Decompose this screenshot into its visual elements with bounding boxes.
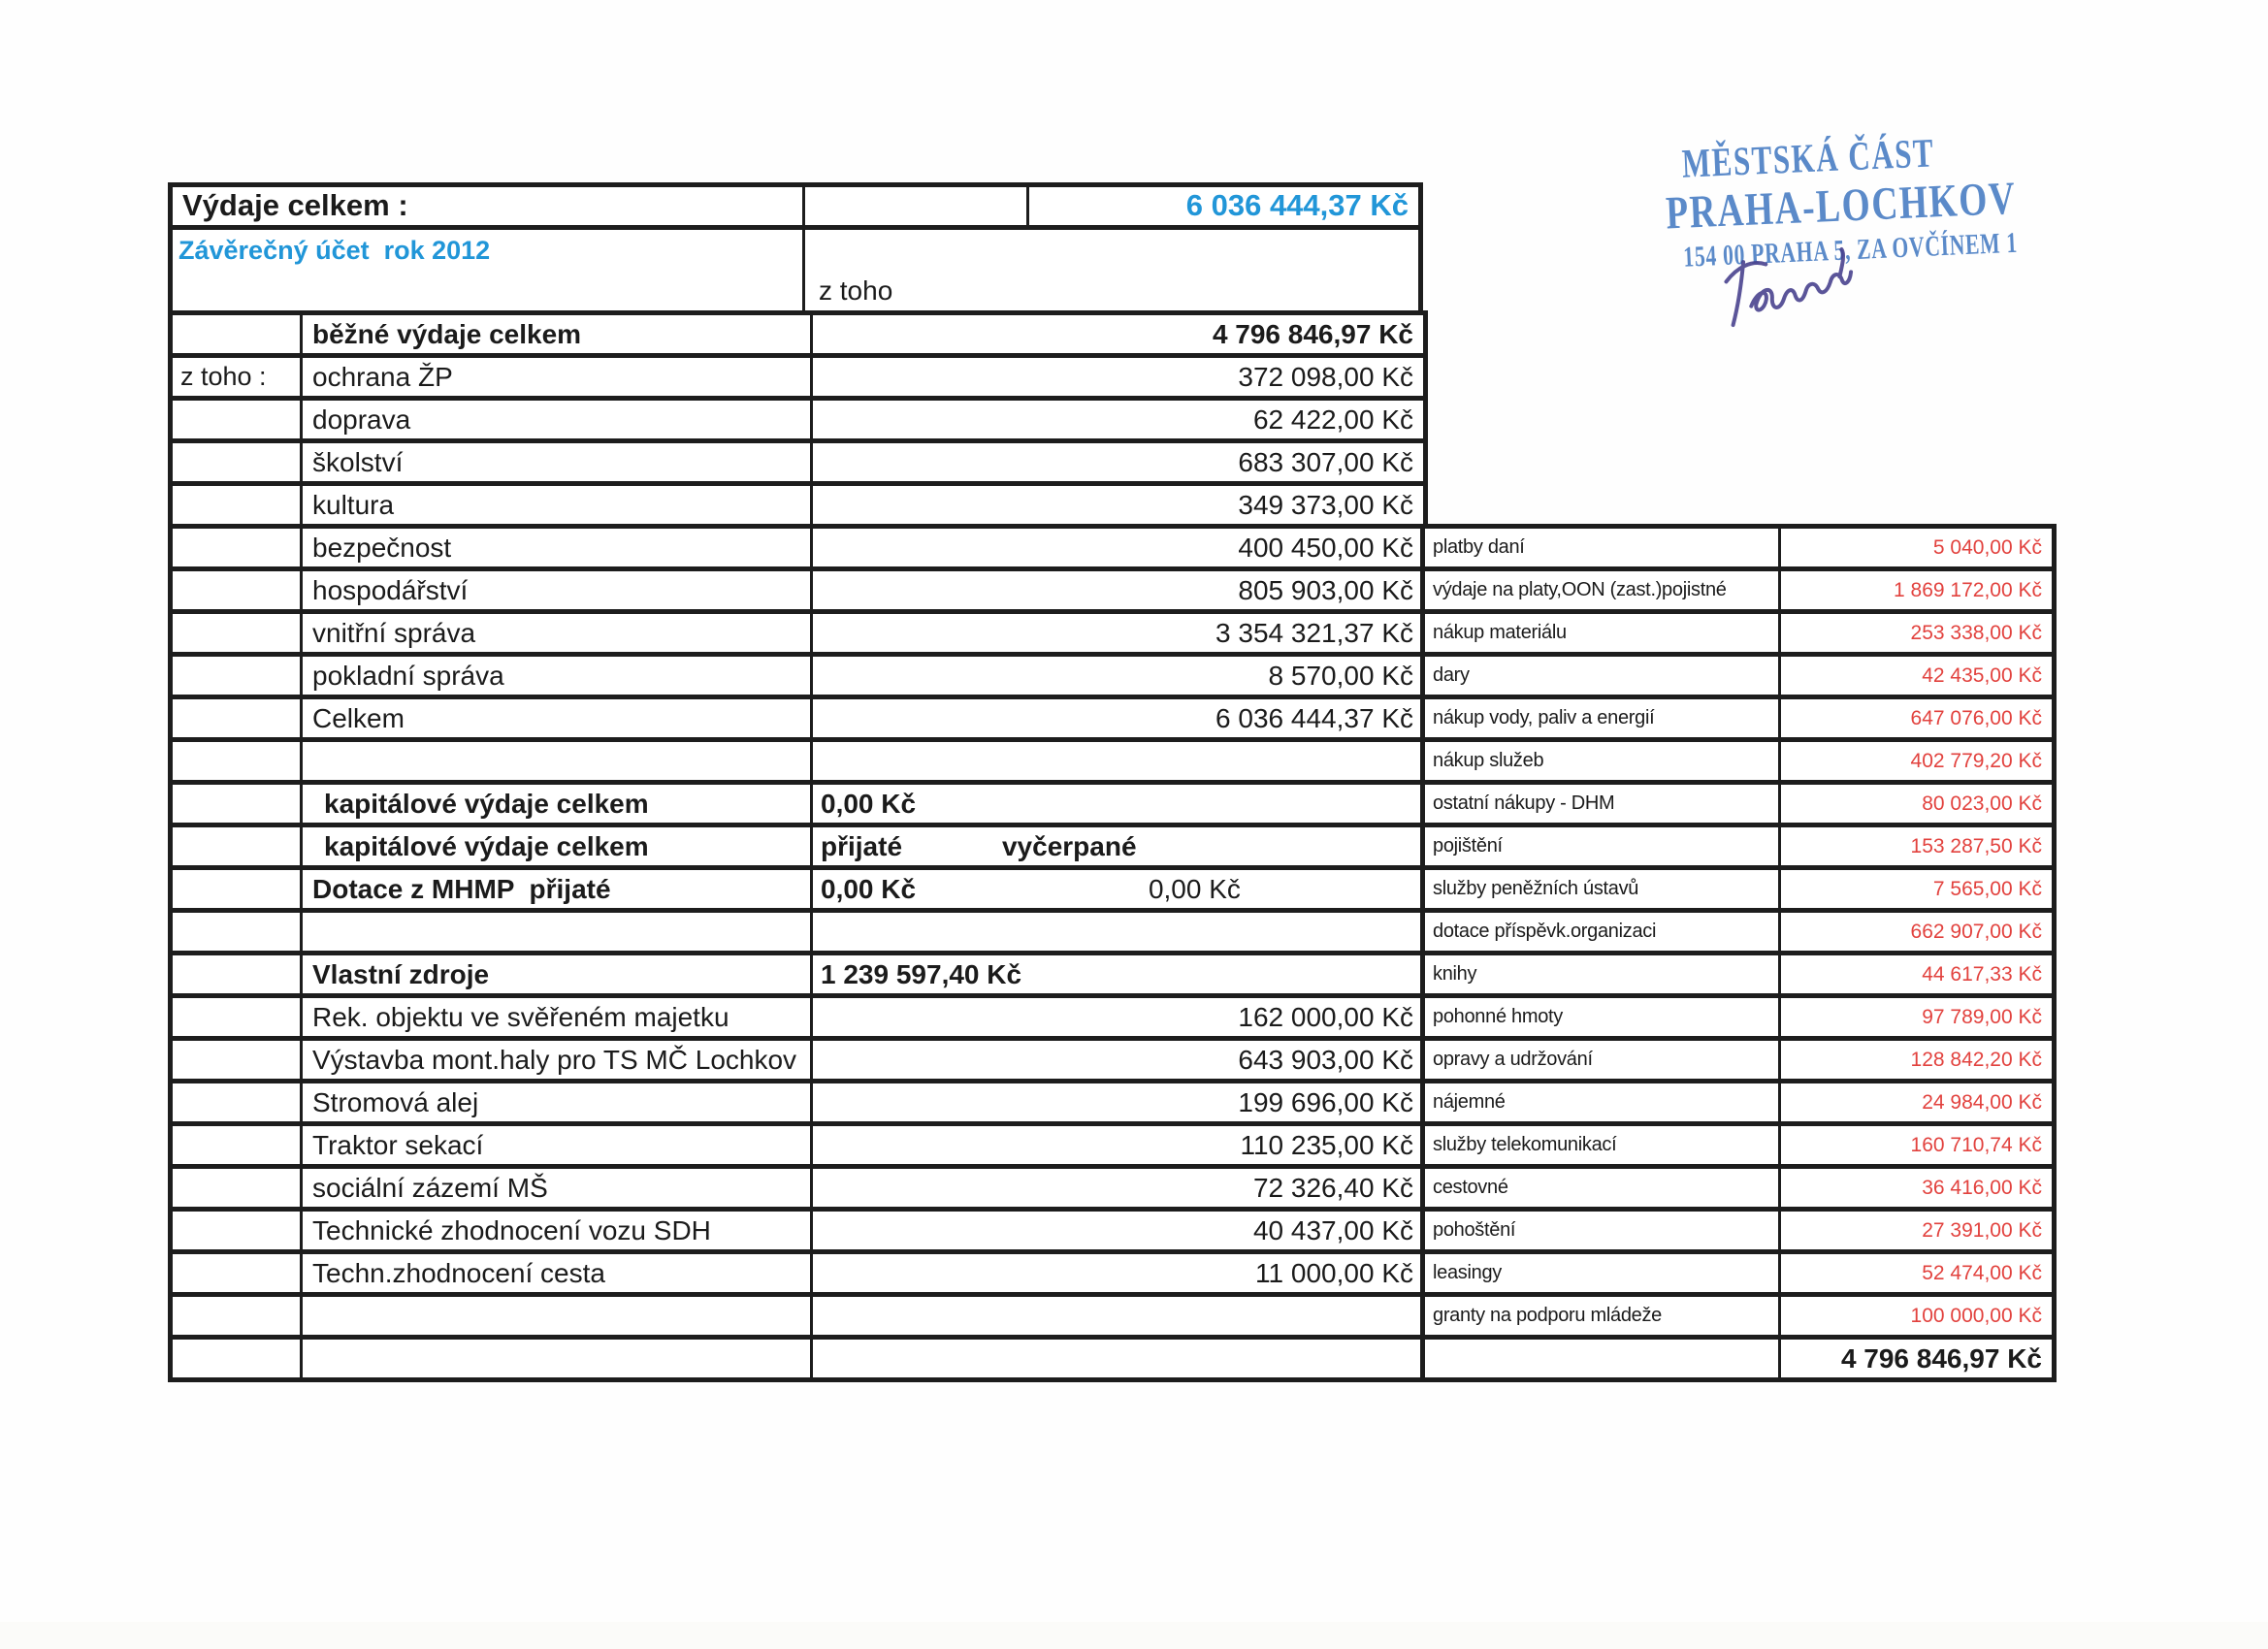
signature: [1712, 243, 1863, 331]
document-subtitle: Závěrečný účet rok 2012: [178, 236, 491, 265]
row-amount: 162 000,00 Kč: [1238, 1002, 1413, 1032]
row-value-cell: [812, 1039, 1426, 1082]
detail-label-cell: pojištění: [1423, 825, 1780, 868]
detail-label-cell: služby peněžních ústavů: [1423, 868, 1780, 911]
detail-value-cell: 42 435,00 Kč: [1780, 655, 2055, 697]
right-table-row: [1423, 868, 2055, 911]
right-table-row: [1423, 527, 2055, 569]
detail-label-cell: dotace příspěvk.organizaci: [1423, 911, 1780, 954]
total-expenses-header-row: [168, 182, 1423, 230]
current-expenses-detail-table: [1420, 524, 2057, 1382]
row-value-cell: [812, 484, 1426, 527]
detail-value-cell: 7 565,00 Kč: [1780, 868, 2055, 911]
row-prefix-cell: [171, 569, 302, 612]
row-value-cell: [812, 825, 1426, 868]
row-amount: 40 437,00 Kč: [1252, 1215, 1413, 1245]
left-table-row: [171, 356, 1426, 399]
z-toho-cell: [805, 230, 1418, 310]
row-value-cell: [812, 1124, 1426, 1167]
row-label-cell: [302, 911, 812, 954]
row-prefix-cell: [171, 1124, 302, 1167]
right-table-row: [1423, 1252, 2055, 1295]
row-prefix-cell: [171, 527, 302, 569]
row-prefix-cell: [171, 441, 302, 484]
row-prefix-cell: [171, 1210, 302, 1252]
row-label-cell: běžné výdaje celkem: [302, 313, 812, 356]
row-prefix-cell: [171, 1082, 302, 1124]
detail-value-cell: 4 796 846,97 Kč: [1780, 1338, 2055, 1380]
row-amount: 72 326,40 Kč: [1252, 1173, 1413, 1203]
left-table-row: [171, 1252, 1426, 1295]
row-label-cell: Technické zhodnocení vozu SDH: [302, 1210, 812, 1252]
right-table-row: [1423, 825, 2055, 868]
subtitle-band: [168, 230, 1423, 310]
right-table-row: [1423, 1039, 2055, 1082]
detail-value-cell: 160 710,74 Kč: [1780, 1124, 2055, 1167]
row-label-cell: Traktor sekací: [302, 1124, 812, 1167]
right-table-row: [1423, 783, 2055, 825]
row-label-cell: Dotace z MHMP přijaté: [302, 868, 812, 911]
right-table-row: [1423, 911, 2055, 954]
left-table-row: [171, 783, 1426, 825]
row-prefix-cell: z toho :: [171, 356, 302, 399]
detail-value-cell: 153 287,50 Kč: [1780, 825, 2055, 868]
detail-label-cell: pohoštění: [1423, 1210, 1780, 1252]
row-amount: 4 796 846,97 Kč: [1212, 319, 1413, 349]
row-label-cell: kapitálové výdaje celkem: [302, 825, 812, 868]
left-table-row: [171, 612, 1426, 655]
row-prefix-cell: [171, 996, 302, 1039]
row-value-cell: [812, 1167, 1426, 1210]
row-label-cell: kultura: [302, 484, 812, 527]
detail-value-cell: 27 391,00 Kč: [1780, 1210, 2055, 1252]
row-label-cell: Celkem: [302, 697, 812, 740]
detail-label-cell: služby telekomunikací: [1423, 1124, 1780, 1167]
right-table-row: [1423, 569, 2055, 612]
detail-value-cell: 402 779,20 Kč: [1780, 740, 2055, 783]
row-value-cell: [812, 1338, 1426, 1380]
detail-label-cell: nákup služeb: [1423, 740, 1780, 783]
stamp-line-3: 154 00 PRAHA 5, ZA OVČÍNEM 1: [1682, 226, 2019, 274]
z-toho-caption: z toho: [819, 275, 893, 306]
row-value-cell: [812, 911, 1426, 954]
row-amount: 6 036 444,37 Kč: [1215, 703, 1413, 733]
row-value-cell: [812, 1082, 1426, 1124]
detail-value-cell: 97 789,00 Kč: [1780, 996, 2055, 1039]
left-table-row: [171, 1338, 1426, 1380]
row-prefix-cell: [171, 1295, 302, 1338]
right-table-row: [1423, 1124, 2055, 1167]
right-table-row: [1423, 612, 2055, 655]
row-amount: 372 098,00 Kč: [1238, 362, 1413, 392]
detail-label-cell: pohonné hmoty: [1423, 996, 1780, 1039]
row-label-cell: [302, 1295, 812, 1338]
row-label-cell: [302, 740, 812, 783]
detail-label-cell: výdaje na platy,OON (zast.)pojistné: [1423, 569, 1780, 612]
row-label-cell: školství: [302, 441, 812, 484]
detail-label-cell: nákup materiálu: [1423, 612, 1780, 655]
left-table-row: [171, 996, 1426, 1039]
row-prefix-cell: [171, 1338, 302, 1380]
row-amount: 62 422,00 Kč: [1252, 404, 1413, 435]
right-table-row: [1423, 1082, 2055, 1124]
row-prefix-cell: [171, 313, 302, 356]
row-prefix-cell: [171, 1167, 302, 1210]
row-label-cell: Rek. objektu ve svěřeném majetku: [302, 996, 812, 1039]
detail-label-cell: knihy: [1423, 954, 1780, 996]
right-table-row: [1423, 1167, 2055, 1210]
left-table-row: [171, 825, 1426, 868]
detail-label-cell: nákup vody, paliv a energií: [1423, 697, 1780, 740]
total-expenses-label: Výdaje celkem :: [173, 187, 805, 225]
row-amount: 349 373,00 Kč: [1238, 490, 1413, 520]
detail-value-cell: 5 040,00 Kč: [1780, 527, 2055, 569]
row-value-cell: [812, 1210, 1426, 1252]
row-amount: 683 307,00 Kč: [1238, 447, 1413, 477]
right-table-total-row: [1423, 1338, 2055, 1380]
row-label-cell: pokladní správa: [302, 655, 812, 697]
row-prefix-cell: [171, 399, 302, 441]
row-value-cell: [812, 1252, 1426, 1295]
left-table-row: [171, 911, 1426, 954]
row-prefix-cell: [171, 484, 302, 527]
left-table-row: [171, 441, 1426, 484]
detail-value-cell: 36 416,00 Kč: [1780, 1167, 2055, 1210]
detail-value-cell: 128 842,20 Kč: [1780, 1039, 2055, 1082]
subtitle-cell: [173, 230, 805, 310]
left-table-row: [171, 1124, 1426, 1167]
header-empty-cell: [805, 187, 1029, 225]
left-table-row: [171, 1295, 1426, 1338]
detail-value-cell: 647 076,00 Kč: [1780, 697, 2055, 740]
row-value-cell: [812, 569, 1426, 612]
right-table-row: [1423, 740, 2055, 783]
left-table-row: [171, 868, 1426, 911]
row-amount-left: 0,00 Kč: [821, 874, 917, 904]
row-prefix-cell: [171, 740, 302, 783]
right-table-row: [1423, 1295, 2055, 1338]
left-table-row: [171, 697, 1426, 740]
left-table-row: [171, 527, 1426, 569]
detail-value-cell: 24 984,00 Kč: [1780, 1082, 2055, 1124]
row-value-cell: [812, 1295, 1426, 1338]
row-value-cell: [812, 655, 1426, 697]
left-table-row: [171, 484, 1426, 527]
row-amount: 110 235,00 Kč: [1240, 1130, 1413, 1160]
row-label-cell: Výstavba mont.haly pro TS MČ Lochkov: [302, 1039, 812, 1082]
detail-label-cell: leasingy: [1423, 1252, 1780, 1295]
right-table-row: [1423, 954, 2055, 996]
detail-value-cell: 44 617,33 Kč: [1780, 954, 2055, 996]
stamp-line-1: MĚSTSKÁ ČÁST: [1680, 131, 1936, 187]
left-table-row: [171, 1039, 1426, 1082]
row-label-cell: Stromová alej: [302, 1082, 812, 1124]
left-table-row: [171, 740, 1426, 783]
stamp-line-2: PRAHA-LOCHKOV: [1665, 172, 2018, 240]
detail-value-cell: 662 907,00 Kč: [1780, 911, 2055, 954]
row-label-cell: Vlastní zdroje: [302, 954, 812, 996]
detail-value-cell: 100 000,00 Kč: [1780, 1295, 2055, 1338]
left-table-row: [171, 1082, 1426, 1124]
row-prefix-cell: [171, 1039, 302, 1082]
detail-label-cell: dary: [1423, 655, 1780, 697]
row-prefix-cell: [171, 1252, 302, 1295]
row-label-cell: [302, 1338, 812, 1380]
row-value-cell: [812, 356, 1426, 399]
detail-label-cell: nájemné: [1423, 1082, 1780, 1124]
row-amount: 8 570,00 Kč: [1268, 661, 1413, 691]
row-value-cell: [812, 697, 1426, 740]
row-amount: 805 903,00 Kč: [1238, 575, 1413, 605]
left-table-row: [171, 313, 1426, 356]
row-amount: 11 000,00 Kč: [1255, 1258, 1413, 1288]
row-value-cell: [812, 740, 1426, 783]
row-prefix-cell: [171, 825, 302, 868]
right-table-row: [1423, 996, 2055, 1039]
row-amount: 199 696,00 Kč: [1238, 1087, 1413, 1117]
expenses-breakdown-table: [168, 310, 1428, 1382]
left-table-row: [171, 399, 1426, 441]
row-prefix-cell: [171, 783, 302, 825]
detail-value-cell: 1 869 172,00 Kč: [1780, 569, 2055, 612]
detail-label-cell: cestovné: [1423, 1167, 1780, 1210]
row-value-cell: [812, 996, 1426, 1039]
row-amount-left: přijaté: [821, 831, 903, 861]
row-amount-mid: vyčerpané: [1001, 831, 1137, 861]
left-table-row: [171, 1210, 1426, 1252]
row-label-cell: Techn.zhodnocení cesta: [302, 1252, 812, 1295]
row-label-cell: ochrana ŽP: [302, 356, 812, 399]
scan-artifact-band: [0, 1622, 2268, 1649]
left-table-row: [171, 569, 1426, 612]
row-amount: 400 450,00 Kč: [1238, 533, 1413, 563]
row-prefix-cell: [171, 954, 302, 996]
right-table-row: [1423, 1210, 2055, 1252]
row-label-cell: sociální zázemí MŠ: [302, 1167, 812, 1210]
row-prefix-cell: [171, 697, 302, 740]
detail-label-cell: ostatní nákupy - DHM: [1423, 783, 1780, 825]
row-label-cell: kapitálové výdaje celkem: [302, 783, 812, 825]
row-value-cell: [812, 954, 1426, 996]
detail-value-cell: 80 023,00 Kč: [1780, 783, 2055, 825]
detail-label-cell: opravy a udržování: [1423, 1039, 1780, 1082]
left-table-row: [171, 954, 1426, 996]
row-value-cell: [812, 313, 1426, 356]
detail-value-cell: 52 474,00 Kč: [1780, 1252, 2055, 1295]
row-amount-mid2: 0,00 Kč: [1148, 874, 1241, 904]
row-value-cell: [812, 399, 1426, 441]
row-prefix-cell: [171, 612, 302, 655]
row-amount: 3 354 321,37 Kč: [1215, 618, 1413, 648]
row-value-cell: [812, 612, 1426, 655]
total-expenses-value: 6 036 444,37 Kč: [1185, 188, 1409, 222]
detail-label-cell: [1423, 1338, 1780, 1380]
row-prefix-cell: [171, 911, 302, 954]
left-table-row: [171, 655, 1426, 697]
row-value-cell: [812, 868, 1426, 911]
row-prefix-cell: [171, 655, 302, 697]
row-amount-left: 0,00 Kč: [821, 789, 917, 819]
left-table-row: [171, 1167, 1426, 1210]
detail-label-cell: granty na podporu mládeže: [1423, 1295, 1780, 1338]
row-amount: 643 903,00 Kč: [1238, 1045, 1413, 1075]
row-amount-left: 1 239 597,40 Kč: [821, 959, 1022, 989]
row-prefix-cell: [171, 868, 302, 911]
row-value-cell: [812, 527, 1426, 569]
right-table-row: [1423, 697, 2055, 740]
row-label-cell: doprava: [302, 399, 812, 441]
row-label-cell: bezpečnost: [302, 527, 812, 569]
row-label-cell: vnitřní správa: [302, 612, 812, 655]
right-table-row: [1423, 655, 2055, 697]
row-label-cell: hospodářství: [302, 569, 812, 612]
detail-value-cell: 253 338,00 Kč: [1780, 612, 2055, 655]
row-value-cell: [812, 783, 1426, 825]
detail-label-cell: platby daní: [1423, 527, 1780, 569]
row-value-cell: [812, 441, 1426, 484]
